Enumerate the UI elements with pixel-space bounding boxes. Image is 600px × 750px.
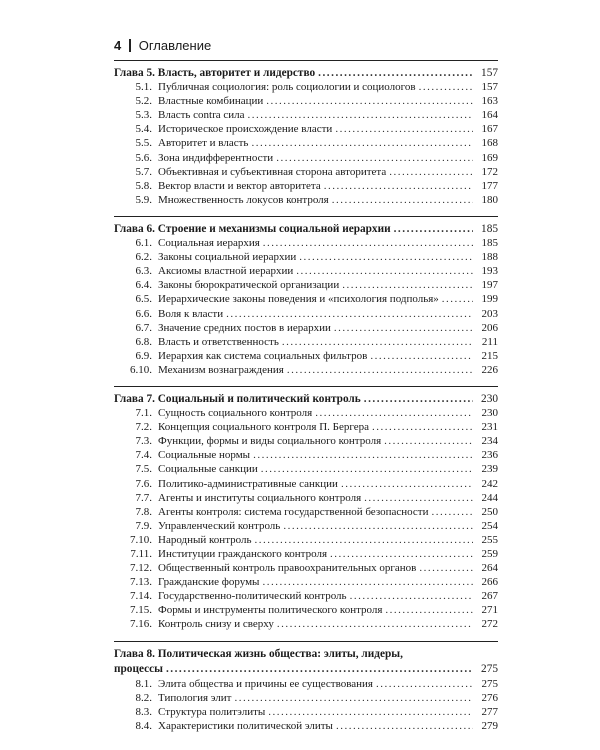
dot-leader [370,349,473,363]
dot-leader [442,292,473,306]
section-number: 7.10. [130,533,152,546]
section-number: 5.8. [135,179,152,192]
dot-leader [282,335,473,349]
section-number: 7.14. [130,590,152,603]
section-number: 6.10. [130,363,152,376]
section-number: 7.9. [135,519,152,532]
page-number-ref: 193 [481,265,498,278]
section-row [114,519,498,533]
dot-leader [324,179,473,193]
running-head-divider [129,39,131,52]
page-number-ref: 169 [481,151,498,164]
section-title: Типология элит [158,691,232,704]
section-title: Аксиомы властной иерархии [158,265,294,278]
section-number: 6.2. [135,251,152,264]
section-title: Властные комбинации [158,95,264,108]
section-row [114,122,498,136]
section-title: Характеристики политической элиты [158,719,333,732]
section-title: Сущность социального контроля [158,407,313,420]
chapter-8-title-cont: процессы [114,662,163,675]
section-title: Концепция социального контроля П. Бергера [158,421,369,434]
chapter-row [114,392,498,406]
section-title: Структура политэлиты [158,705,266,718]
section-row [114,561,498,575]
dot-leader [226,307,473,321]
section-title: Власть и ответственность [158,335,279,348]
dot-leader [318,66,473,80]
section-row [114,250,498,264]
dot-leader [299,250,473,264]
page-number-ref: 168 [481,137,498,150]
running-head-title: Оглавление [138,38,212,53]
section-number: 7.3. [135,435,152,448]
page-number-ref: 239 [481,463,498,476]
section-title: Народный контроль [158,533,252,546]
dot-leader [336,719,473,733]
section-row [114,533,498,547]
section-row [114,292,498,306]
dot-leader [330,547,473,561]
section-row [114,179,498,193]
section-number: 5.4. [135,123,152,136]
dot-leader [334,321,473,335]
section-row [114,575,498,589]
page-number-ref: 157 [481,81,498,94]
section-title: Агенты контроля: система государственной безопасности [158,505,429,518]
section-row [114,505,498,519]
section-number: 7.1. [135,407,152,420]
chapter-row [114,222,498,236]
section-number: 7.7. [135,491,152,504]
page-number-ref: 255 [481,533,498,546]
chapter-title: Глава 6. Строение и механизмы социальной иерархии [114,222,391,235]
dot-leader [376,677,473,691]
section-number: 7.13. [130,576,152,589]
section-row [114,603,498,617]
section-title: Власть contra сила [158,109,245,122]
section-row [114,94,498,108]
dot-leader [296,264,473,278]
page-number-ref: 264 [481,562,498,575]
section-row [114,136,498,150]
dot-leader [384,434,473,448]
page-number-ref: 230 [481,407,498,420]
page-number-ref: 277 [481,705,498,718]
dot-leader [166,662,473,677]
chapter-row [114,66,498,80]
section-number: 5.7. [135,165,152,178]
section-number: 5.1. [135,81,152,94]
page-number-ref: 199 [481,293,498,306]
section-row [114,151,498,165]
page-number-ref: 211 [481,335,498,348]
chapter-title: Глава 5. Власть, авторитет и лидерство [114,67,316,79]
section-number: 7.15. [130,604,152,617]
page-number: 4 [114,38,122,53]
page-number-ref: 271 [481,604,498,617]
page-number-ref: 185 [481,222,498,235]
section-row [114,335,498,349]
section-title: Авторитет и власть [158,137,249,150]
section-title: Социальные нормы [158,449,251,462]
page-number-ref: 167 [481,123,498,136]
section-number: 6.4. [135,279,152,292]
section-title: Значение средних постов в иерархии [158,321,331,334]
section-title: Законы социальной иерархии [158,251,297,264]
page-number-ref: 197 [481,279,498,292]
page-number-ref: 157 [481,67,498,79]
section-title: Институции гражданского контроля [158,548,328,560]
section-number: 7.5. [135,463,152,476]
page-number-ref: 234 [481,435,498,448]
section-title: Иерархические законы поведения и «психология подполья» [158,293,439,306]
section-title: Управленческий контроль [158,519,281,532]
chapter-title: Глава 7. Социальный и политический контроль [114,392,361,405]
page-number-ref: 185 [481,237,498,250]
dot-leader [263,236,473,250]
page-number-ref: 203 [481,307,498,320]
section-title: Иерархия как система социальных фильтров [158,349,368,362]
section-row [114,278,498,292]
dot-leader [268,705,473,719]
section-row [114,420,498,434]
chapter-8-title-line2 [114,662,498,677]
page-number-ref: 272 [481,618,498,631]
section-number: 6.9. [135,349,152,362]
section-title: Гражданские форумы [158,576,260,589]
dot-leader [372,420,473,434]
dot-leader [253,448,473,462]
page-number-ref: 279 [481,719,498,732]
section-title: Публичная социология: роль социологии и социологов [158,81,416,94]
section-row [114,462,498,476]
dot-leader [332,193,473,207]
section-number: 5.9. [135,193,152,206]
page-number-ref: 236 [481,449,498,462]
dot-leader [287,363,473,377]
section-number: 8.1. [135,677,152,690]
section-number: 7.8. [135,505,152,518]
page-number-ref: 242 [481,477,498,490]
section-number: 6.6. [135,307,152,320]
section-number: 7.12. [130,562,152,575]
dot-leader [419,561,473,575]
page-number-ref: 254 [481,519,498,532]
page-number-ref: 180 [481,193,498,206]
page-number-ref: 230 [481,392,498,405]
dot-leader [419,80,473,94]
page-number-ref: 250 [481,505,498,518]
section-title: Зона индифферентности [158,151,274,164]
section-row [114,193,498,207]
page-number-ref: 266 [481,576,498,589]
dot-leader [248,108,473,122]
section-row [114,264,498,278]
section-row [114,108,498,122]
section-number: 6.8. [135,335,152,348]
dot-leader [276,151,473,165]
section-row [114,477,498,491]
page-number-ref: 172 [481,165,498,178]
section-row [114,236,498,250]
page-number-ref: 163 [481,95,498,108]
section-title: Государственно-политический контроль [158,590,347,603]
section-row [114,617,498,631]
page-number-ref: 215 [481,349,498,362]
chapter-block [114,386,498,632]
section-row [114,677,498,691]
section-number: 8.3. [135,705,152,718]
dot-leader [261,462,473,476]
section-row [114,491,498,505]
section-number: 7.2. [135,421,152,434]
section-row [114,349,498,363]
section-title: Агенты и институты социального контроля [158,491,362,504]
section-title: Формы и инструменты политического контроля [158,604,383,617]
section-number: 5.3. [135,109,152,122]
page-number-ref: 206 [481,321,498,334]
dot-leader [364,392,473,406]
dot-leader [262,575,473,589]
section-title: Историческое происхождение власти [158,123,333,136]
section-number: 7.4. [135,449,152,462]
dot-leader [342,278,473,292]
page-number-ref: 244 [481,491,498,504]
dot-leader [234,691,473,705]
section-number: 8.2. [135,691,152,704]
section-row [114,165,498,179]
section-number: 7.11. [130,548,152,560]
dot-leader [277,617,473,631]
section-title: Социальные санкции [158,463,258,476]
dot-leader [335,122,473,136]
dot-leader [350,589,473,603]
dot-leader [283,519,473,533]
page-number-ref: 267 [481,590,498,603]
section-title: Политико-административные санкции [158,477,338,490]
dot-leader [315,406,473,420]
chapter-block [114,60,498,207]
chapter-8 [114,641,498,733]
section-row [114,80,498,94]
section-row [114,719,498,733]
section-number: 7.6. [135,477,152,490]
section-row [114,321,498,335]
section-title: Законы бюрократической организации [158,279,340,292]
page-number-ref: 275 [481,677,498,690]
table-of-contents [114,60,498,742]
section-row [114,589,498,603]
page-number-ref: 164 [481,109,498,122]
page-number-ref: 259 [481,548,498,560]
section-row [114,363,498,377]
section-row [114,307,498,321]
dot-leader [266,94,473,108]
chapter-block [114,216,498,377]
chapter-8-title-line1: Глава 8. Политическая жизнь общества: элиты, лидеры, [114,647,403,660]
section-number: 7.16. [130,618,152,631]
section-number: 5.5. [135,137,152,150]
section-number: 8.4. [135,719,152,732]
section-number: 5.6. [135,151,152,164]
section-title: Общественный контроль правоохранительных органов [158,562,417,575]
dot-leader [251,136,473,150]
section-row [114,691,498,705]
section-title: Вектор власти и вектор авторитета [158,179,321,192]
section-row [114,434,498,448]
section-title: Множественность локусов контроля [158,193,329,206]
section-title: Функции, формы и виды социального контроля [158,435,382,448]
page-number-ref: 226 [481,363,498,376]
page-number-ref: 188 [481,251,498,264]
section-row [114,547,498,561]
page-number-ref: 177 [481,179,498,192]
section-title: Социальная иерархия [158,237,260,250]
section-number: 6.7. [135,321,152,334]
dot-leader [432,505,474,519]
section-title: Элита общества и причины ее существования [158,677,373,690]
section-number: 5.2. [135,95,152,108]
section-row [114,406,498,420]
section-row [114,705,498,719]
page-number-ref: 276 [481,691,498,704]
dot-leader [385,603,473,617]
section-number: 6.5. [135,293,152,306]
chapter-8-page: 275 [481,662,498,675]
section-title: Объективная и субъективная сторона авторитета [158,165,387,178]
section-title: Воля к власти [158,307,224,320]
dot-leader [389,165,473,179]
dot-leader [364,491,473,505]
page-number-ref: 231 [481,421,498,434]
section-title: Контроль снизу и сверху [158,618,274,631]
section-number: 6.1. [135,237,152,250]
dot-leader [341,477,473,491]
dot-leader [255,533,474,547]
dot-leader [394,222,473,236]
section-number: 6.3. [135,265,152,278]
section-row [114,448,498,462]
running-head [114,38,211,53]
section-title: Механизм вознаграждения [158,363,284,376]
